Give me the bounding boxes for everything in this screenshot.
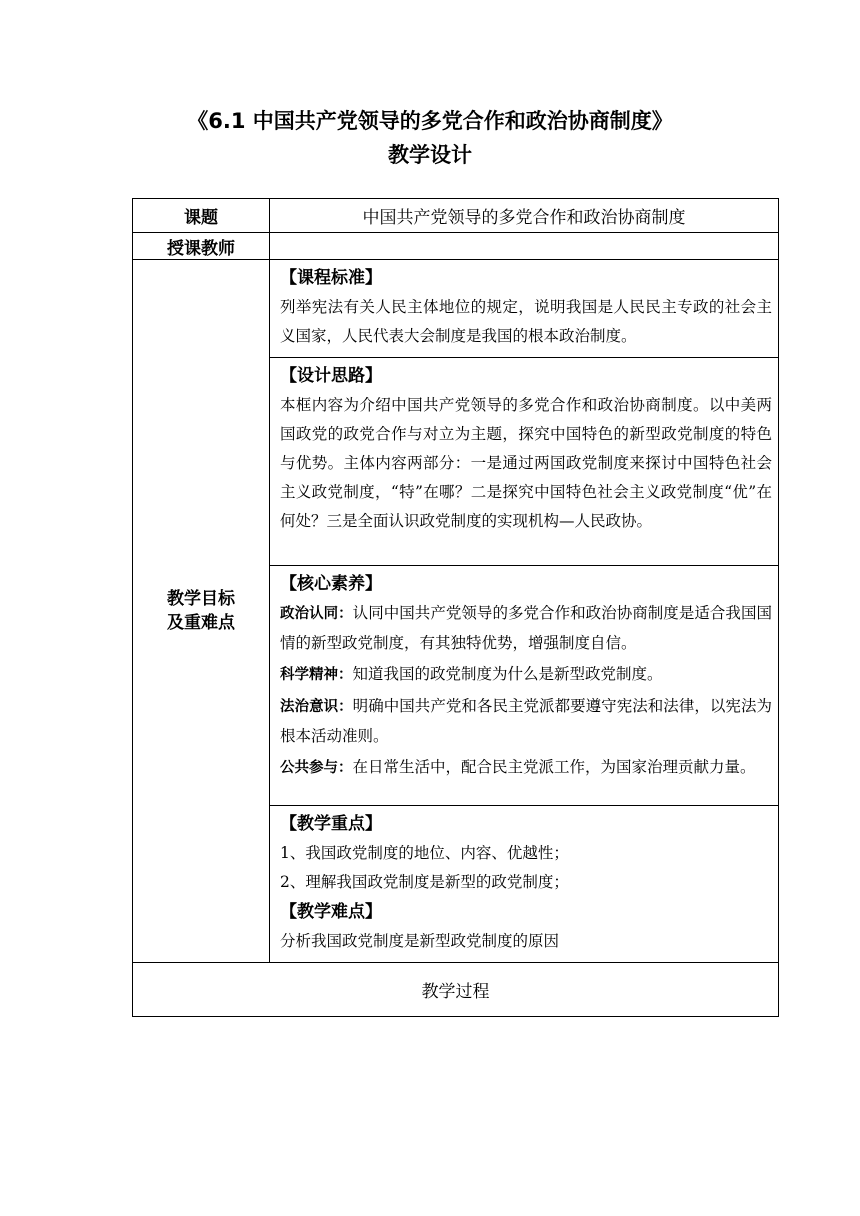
- literacy-text: 在日常生活中，配合民主党派工作，为国家治理贡献力量。: [352, 758, 756, 776]
- standard-row: [133, 260, 779, 358]
- core-literacy-heading: 【核心素养】: [280, 574, 382, 594]
- literacy-name: 政治认同：: [280, 606, 353, 622]
- literacy-name: 科学精神：: [280, 667, 353, 683]
- process-row: [133, 963, 779, 1017]
- topic-row: [133, 199, 779, 233]
- teaching-difficult-text: 分析我国政党制度是新型政党制度的原因: [280, 932, 560, 950]
- course-standard-section: [270, 260, 779, 358]
- document-title: [0, 104, 860, 172]
- teaching-key-heading: 【教学重点】: [280, 814, 382, 834]
- goals-label-line-1: 教学目标: [167, 589, 235, 609]
- literacy-name: 法治意识：: [280, 699, 353, 715]
- teaching-key-item: 1、我国政党制度的地位、内容、优越性；: [280, 844, 569, 862]
- design-idea-text: 本框内容为介绍中国共产党领导的多党合作和政治协商制度。以中美两国政党的政党合作与对立为主题，探究中国特色的新型政党制度的特色与优势。主体内容两部分：一是通过两国政党制度来探讨中国特色社会主义政党制度，“特”在哪？二是探究中国特色社会主义政党制度“优”在何处？三是全面认识政党制度的实现机构—人民政协。: [280, 396, 772, 530]
- core-literacy-section: [270, 566, 779, 806]
- course-standard-text: 列举宪法有关人民主体地位的规定，说明我国是人民民主专政的社会主义国家，人民代表大会制度是我国的根本政治制度。: [280, 298, 772, 345]
- literacy-item-public: [280, 753, 772, 783]
- literacy-name: 公共参与：: [280, 760, 353, 776]
- literacy-text: 知道我国的政党制度为什么是新型政党制度。: [352, 665, 663, 683]
- key-difficult-section: [270, 806, 779, 963]
- design-idea-heading: 【设计思路】: [280, 366, 382, 386]
- literacy-item-law: [280, 692, 772, 751]
- teaching-process-label: 教学过程: [133, 963, 779, 1017]
- teacher-row: [133, 233, 779, 260]
- title-line-1: 《6.1 中国共产党领导的多党合作和政治协商制度》: [187, 109, 673, 133]
- literacy-item-political: [280, 599, 772, 658]
- literacy-text: 明确中国共产党和各民主党派都要遵守宪法和法律，以宪法为根本活动准则。: [280, 697, 772, 745]
- teacher-value: [270, 233, 779, 260]
- topic-value: 中国共产党领导的多党合作和政治协商制度: [270, 199, 779, 233]
- topic-label: 课题: [133, 199, 270, 233]
- teacher-label: 授课教师: [133, 233, 270, 260]
- goals-label-line-2: 及重难点: [167, 613, 235, 633]
- teaching-key-item: 2、理解我国政党制度是新型的政党制度；: [280, 873, 569, 891]
- design-idea-section: [270, 358, 779, 566]
- lesson-plan-table: [132, 198, 779, 1017]
- title-line-2: 教学设计: [388, 143, 472, 167]
- literacy-text: 认同中国共产党领导的多党合作和政治协商制度是适合我国国情的新型政党制度，有其独特优势，增强制度自信。: [280, 604, 772, 652]
- goals-label: [133, 260, 270, 963]
- literacy-item-science: [280, 660, 772, 690]
- teaching-difficult-heading: 【教学难点】: [280, 902, 382, 922]
- course-standard-heading: 【课程标准】: [280, 268, 382, 288]
